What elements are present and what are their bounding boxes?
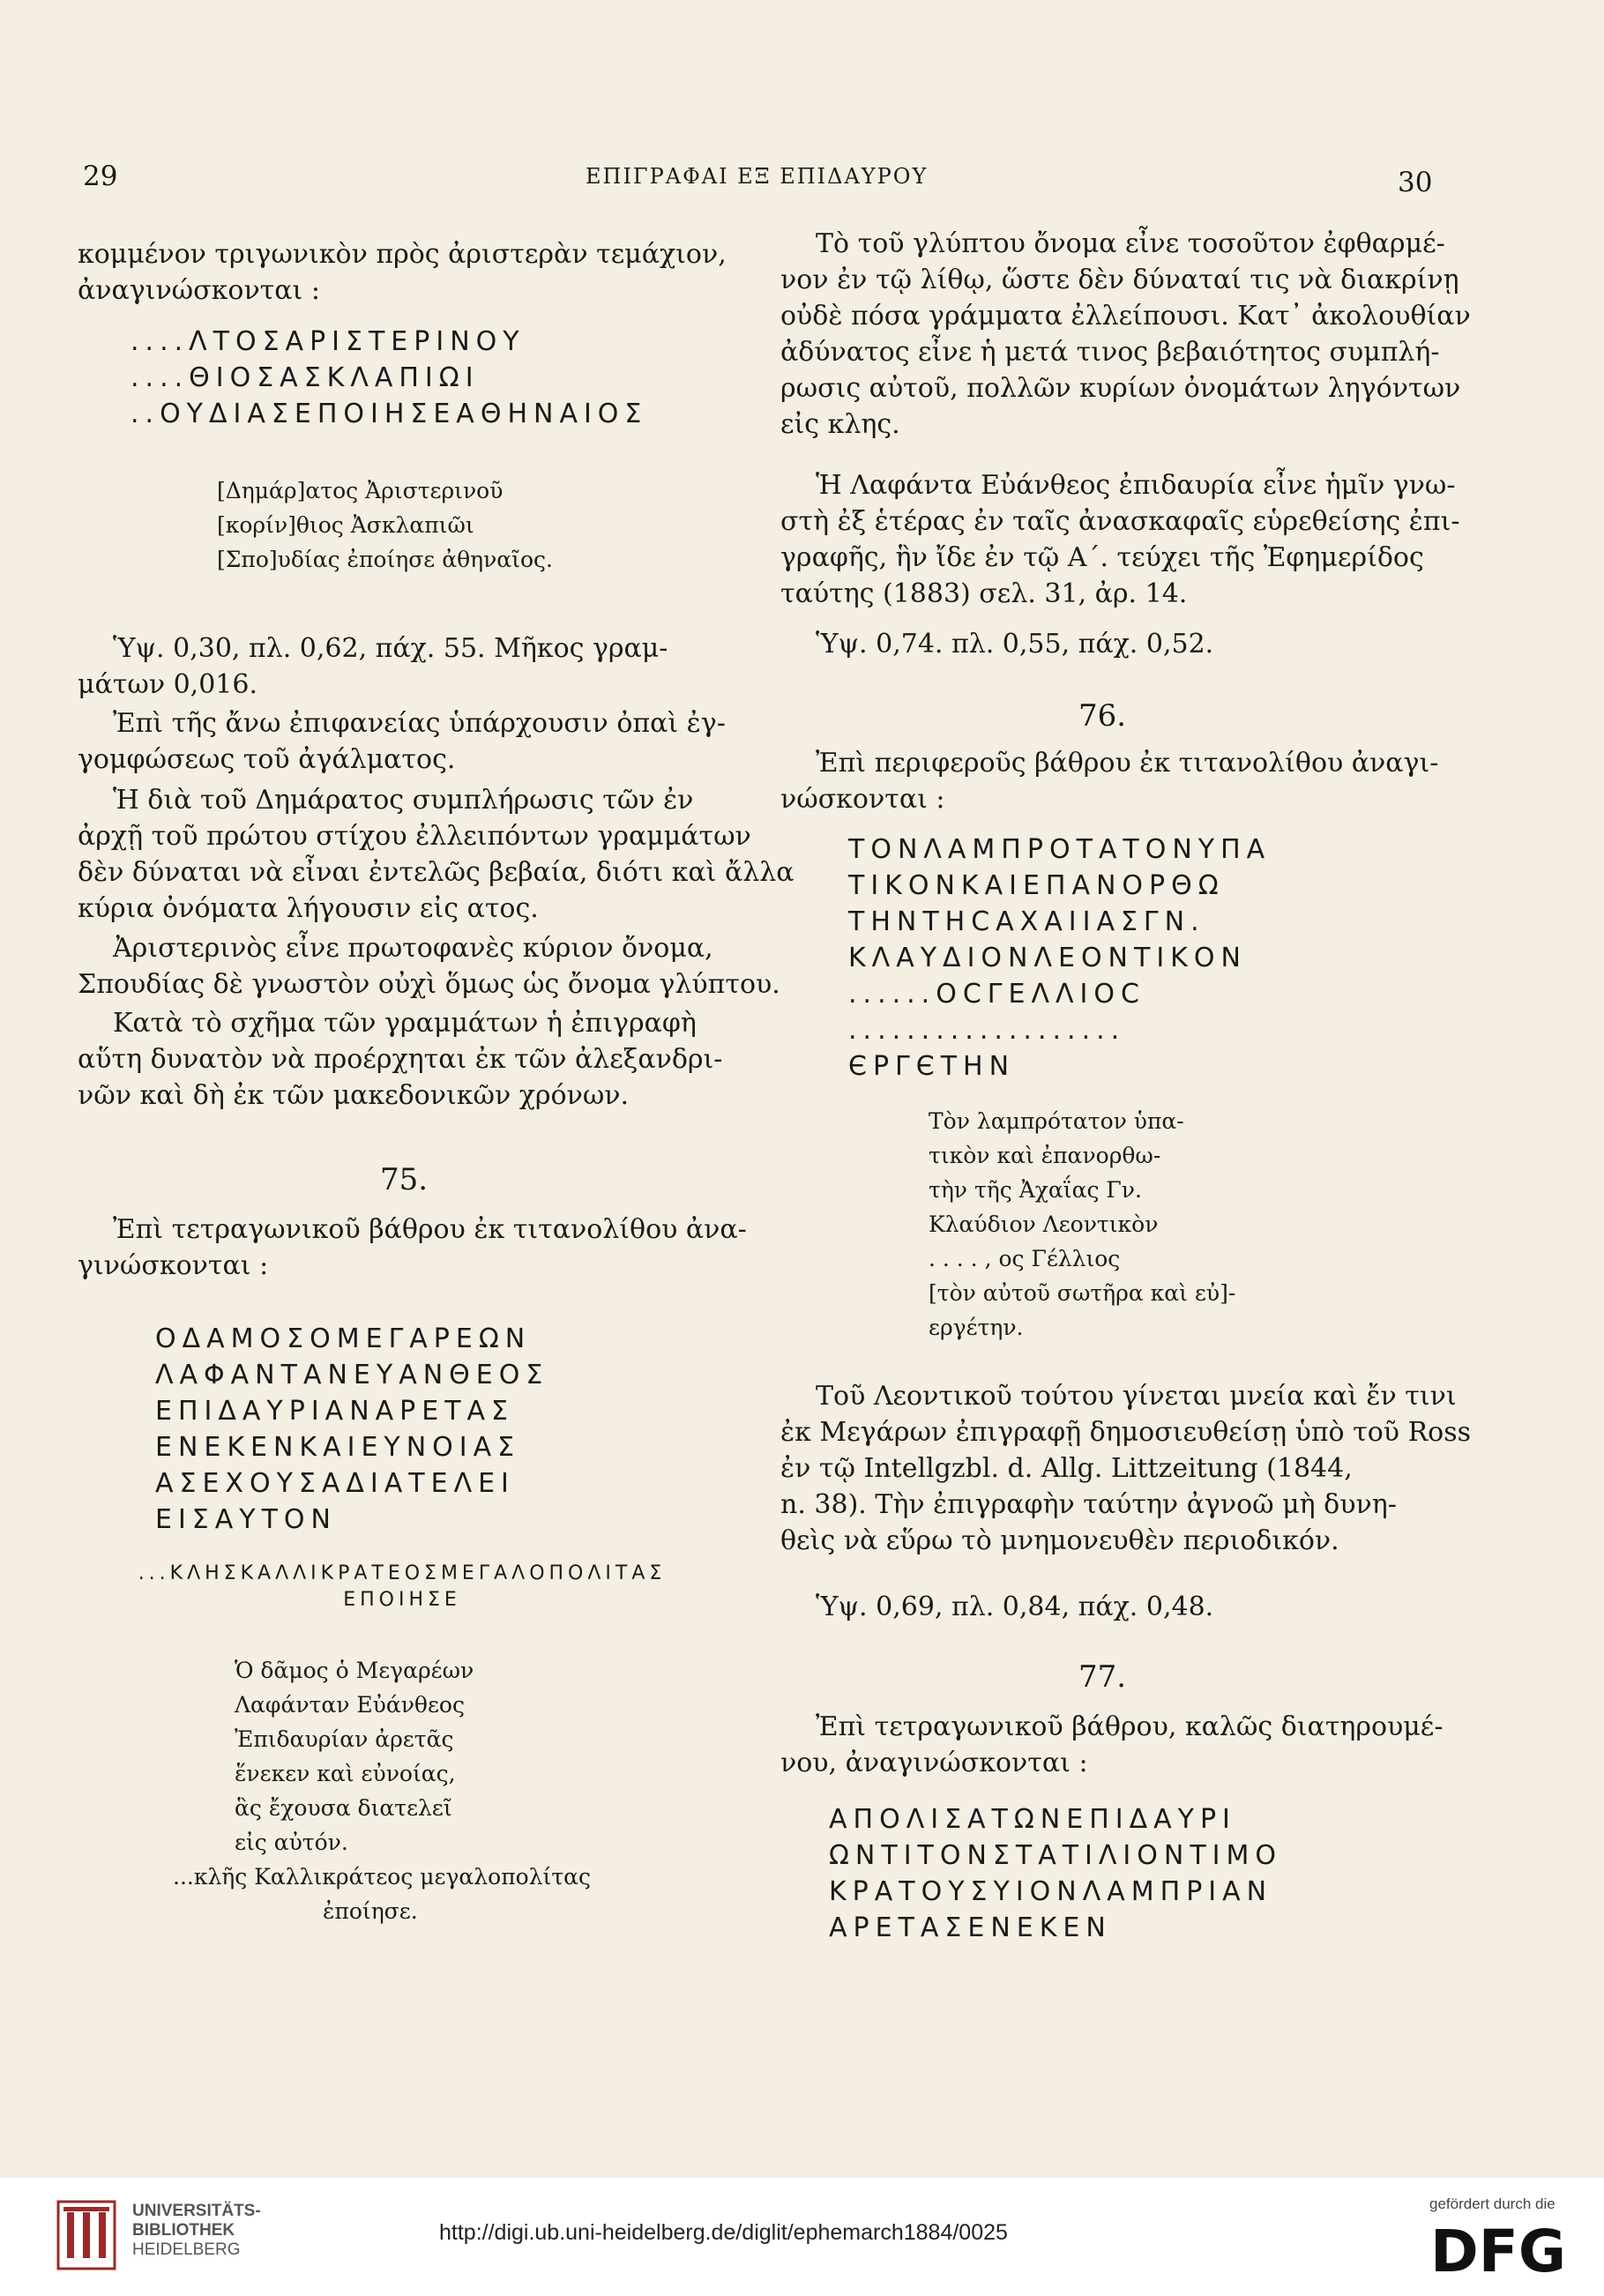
section-number-76: 76. <box>1078 698 1127 734</box>
right-paragraph-3: Τοῦ Λεοντικοῦ τούτου γίνεται μνεία καὶ ἔν τινι ἐκ Μεγάρων ἐπιγραφῇ δημοσιευθείσῃ ὑπὸ τοῦ Ross ἐν τῷ Intellgzbl. d. Allg. Littzeitung (1844, n. 38). Τὴν ἐπιγραφὴν ταύτην ἀγνοῶ μὴ δυνη- θεὶς νὰ εὕρω τὸ μνημονευθὲν περιοδικόν. <box>780 1381 1472 1556</box>
intro-75: Ἐπὶ τετραγωνικοῦ βάθρου ἐκ τιτανολίθου ἀνα- γινώσκονται : <box>78 1214 747 1281</box>
right-paragraph-2: Ἡ Λαφάντα Εὐάνθεος ἐπιδαυρία εἶνε ἡμῖν γνω- στὴ ἐξ ἑτέρας ἐν ταῖς ἀνασκαφαῖς εὑρεθείσης ἐπι- γραφῆς, ἣν ἴδε ἐν τῷ Α΄. τεύχει τῆς Ἐφημερίδος ταύτης (1883) σελ. 31, ἀρ. 14. <box>780 470 1460 609</box>
right-paragraph-1: Τὸ τοῦ γλύπτου ὄνομα εἶνε τοσοῦτον ἐφθαρμέ- νον ἐν τῷ λίθῳ, ὥστε δὲν δύναταί τις νὰ διακρίνῃ οὐδὲ πόσα γράμματα ἐλλείπουσι. Κατ᾽ ἀκολουθίαν ἀδύνατος εἶνε ἡ μετά τινος βεβαιότητος συμπλή- ρωσις αὐτοῦ, πολλῶν κυρίων ὀνομάτων ληγόντων εἰς κλης. <box>780 228 1471 440</box>
funding-note: gefördert durch die <box>1429 2195 1556 2212</box>
inscription-74-text: ....ΛΤΟΣΑΡΙΣΤΕΡΙΝΟΥ ....ΘΙΟΣΑΣΚΛΑΠΙΩΙ ..ΟΥΔΙΑΣΕΠΟΙΗΣΕΑΘΗΝΑΙΟΣ <box>131 326 648 429</box>
intro-77: Ἐπὶ τετραγωνικοῦ βάθρου, καλῶς διατηρουμέ- νου, ἀναγινώσκονται : <box>780 1711 1444 1778</box>
page-number-right: 30 <box>1398 167 1433 198</box>
university-library-logo-icon <box>55 2200 118 2270</box>
dfg-logo-icon <box>1427 2218 1582 2280</box>
right-measurements-75: Ὑψ. 0,74. πλ. 0,55, πάχ. 0,52. <box>816 629 1214 660</box>
page-number-left: 29 <box>83 160 118 192</box>
inscription-75-text: ΟΔΑΜΟΣΟΜΕΓΑΡΕΩΝ ΛΑΦΑΝΤΑΝΕΥΑΝΘΕΟΣ ΕΠΙΔΑΥΡΙΑΝΑΡΕΤΑΣ ΕΝΕΚΕΝΚΑΙΕΥΝΟΙΑΣ ΑΣΕΧΟΥΣΑΔΙΑΤΕΛΕΙ ΕΙΣΑΥΤΟΝ <box>155 1323 549 1535</box>
section-number-77: 77. <box>1078 1659 1127 1695</box>
inscription-76-text: ΤΟΝΛΑΜΠΡΟΤΑΤΟΝΥΠΑ ΤΙΚΟΝΚΑΙΕΠΑΝΟΡΘΩ ΤΗΝΤΗCΑΧΑΙΙΑΣΓΝ. ΚΛΑΥΔΙΟΝΛΕΟΝΤΙΚΟΝ ......ΟCΓΕΛΛΙΟC ................... ЄΡΓЄΤΗΝ <box>848 834 1272 1082</box>
inscription-74-transcription: [Δημάρ]ατος Ἀριστερινοῦ [κορίν]θιος Ἀσκλαπιῶι [Σπο]υδίας ἐποίησε ἀθηναῖος. <box>217 478 553 572</box>
inscription-76-transcription: Τὸν λαμπρότατον ὑπα- τικὸν καὶ ἐπανορθω- τὴν τῆς Ἀχαΐας Γν. Κλαύδιον Λεοντικὸν . . . . , ος Γέλλιος [τὸν αὐτοῦ σωτῆρα καὶ εὐ]- εργέτην. <box>929 1108 1236 1340</box>
inscription-75-lower-text: ...ΚΛΗΣΚΑΛΛΙΚΡΑΤΕΟΣΜΕΓΑΛΟΠΟΛΙΤΑΣ ΕΠΟΙΗΣΕ <box>138 1562 667 1611</box>
left-paragraph-2: Ἡ διὰ τοῦ Δημάρατος συμπλήρωσις τῶν ἐν ἀρχῇ τοῦ πρώτου στίχου ἐλλειπόντων γραμμάτων δὲν δύναται νὰ εἶναι ἐντελῶς βεβαία, διότι καὶ ἄλλα κύρια ὀνόματα λήγουσιν εἰς ατος. <box>78 785 795 924</box>
permalink-url[interactable]: http://digi.ub.uni-heidelberg.de/diglit/ephemarch1884/0025 <box>439 2220 1008 2245</box>
running-title: ΕΠΙΓΡΑΦΑΙ ΕΞ ΕΠΙΔΑΥΡΟΥ <box>586 164 929 189</box>
inscription-75-transcription: Ὁ δᾶμος ὁ Μεγαρέων Λαφάνταν Εὐάνθεος Ἐπιδαυρίαν ἀρετᾶς ἕνεκεν καὶ εὐνοίας, ἃς ἔχουσα διατελεῖ εἰς αὐτόν. ...κλῆς Καλλικράτεος μεγαλοπολίτας ἐποίησε. <box>173 1658 592 1924</box>
university-library-name: UNIVERSITÄTS- BIBLIOTHEK HEIDELBERG <box>132 2202 261 2259</box>
left-paragraph-4: Κατὰ τὸ σχῆμα τῶν γραμμάτων ἡ ἐπιγραφὴ αὕτη δυνατὸν νὰ προέρχηται ἐκ τῶν ἀλεξανδρι- νῶν καὶ δὴ ἐκ τῶν μακεδονικῶν χρόνων. <box>78 1008 723 1111</box>
right-measurements-76: Ὑψ. 0,69, πλ. 0,84, πάχ. 0,48. <box>816 1592 1214 1622</box>
left-paragraph-1: Ἐπὶ τῆς ἄνω ἐπιφανείας ὑπάρχουσιν ὀπαὶ ἐγ- γομφώσεως τοῦ ἀγάλματος. <box>78 708 726 775</box>
intro-76: Ἐπὶ περιφεροῦς βάθρου ἐκ τιτανολίθου ἀναγι- νώσκονται : <box>780 748 1439 815</box>
left-measurements: Ὑψ. 0,30, πλ. 0,62, πάχ. 55. Μῆκος γραμ- μάτων 0,016. <box>78 633 668 700</box>
left-intro: κομμένον τριγωνικὸν πρὸς ἀριστερὰν τεμάχιον, ἀναγινώσκονται : <box>78 239 727 306</box>
left-paragraph-3: Ἀριστερινὸς εἶνε πρωτοφανὲς κύριον ὄνομα, Σπουδίας δὲ γνωστὸν οὐχὶ ὅμως ὡς ὄνομα γλύπτου. <box>78 933 780 1000</box>
svg-text:DFG: DFG <box>1430 2218 1567 2280</box>
section-number-75: 75. <box>379 1162 429 1197</box>
inscription-77-text: ΑΠΟΛΙΣΑΤΩΝΕΠΙΔΑΥΡΙ ΩΝΤΙΤΟΝΣΤΑΤΙΛΙΟΝΤΙΜΟ ΚΡΑΤΟΥΣΥΙΟΝΛΑΜΠΡΙΑΝ ΑΡΕΤΑΣΕΝΕΚΕΝ <box>829 1804 1282 1943</box>
